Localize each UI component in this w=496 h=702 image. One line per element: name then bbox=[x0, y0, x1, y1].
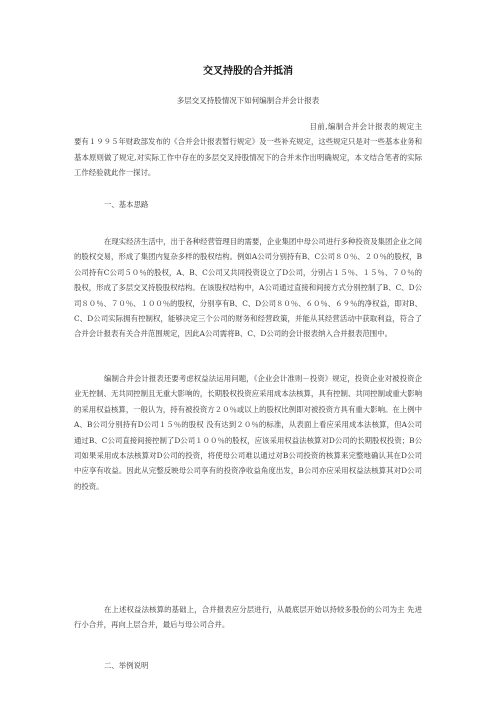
document-subtitle: 多层交叉持股情况下如何编制合并会计报表 bbox=[176, 96, 320, 105]
section-heading-example: 二、举例说明 bbox=[104, 661, 149, 670]
paragraph-equity-method: 编制合并会计报表还要考虑权益法运用问题，《企业会计准则－投资》规定，投资企业对被投资企业无控制、无共同控制且无重大影响的，长期股权投资应采用成本法核算，具有控制、共同控制或重大影响的采用权益核算，一般认为，持有被投资方２０％或以上的股权比例即对被投资方具有重大影响。在上例中A、B公司分别持有D公司１５％的股权 没有达到２０％的标准，从表面上看应采用成本法核算，但A公司通过B、C公司直接间接控制了D公司１００％的股权，应该采用权益法核算对D公司的长期股权投资；B公司如果采用成本法核算对D公司的投资，将使母公司难以通过对B公司投资的核算来完整地确认其在D公司中应享有收益。因此从完整反映母公司享有的投资净收益角度出发，B公司亦应采用权益法核算其对D公司的投资。 bbox=[74, 374, 422, 491]
document-title: 交叉持股的合并抵消 bbox=[203, 66, 293, 77]
paragraph-intro bbox=[74, 119, 422, 181]
paragraph-layered-consolidation: 在上述权益法核算的基础上，合并报表应分层进行，从最底层开始以持较多股份的公司为主 先进行小合并，再向上层合并，最后与母公司合并。 bbox=[74, 605, 422, 630]
intro-text: 目前,编制合并会计报表的规定主要有１９９５年财政部发布的《合并会计报表暂行规定》及一些补充规定，这些规定只是对一些基本业务和基本原则做了规定,对实际工作中存在的多层交叉持股情况下的合并未作出明确规定，本文结合笔者的实际工作经验就此作一探讨。 bbox=[74, 122, 422, 178]
section-heading-basic-approach: 一、基本思路 bbox=[104, 200, 149, 209]
paragraph-equity-structure: 在现实经济生活中，出于各种经营管理目的需要，企业集团中母公司进行多种投资及集团企业之间的股权交易，形成了集团内复杂多样的股权结构。例如A公司分别持有B、C公司８０％、２０％的股权，B公司持有C公司５０％的股权，A、B、C公司又共同投资设立了D公司，分别占１５％、１５％、７０％的股权，形成了多层交叉持股股权结构。在该股权结构中，A公司通过直接和间接方式分别控制了B、C、D公司８０％、７０％、１００％的股权，分别享有B、C、D公司８０％、６０％、６９％的净权益，即对B、C、D公司实际拥有控制权，能够决定三个公司的财务和经营政策，并能从其经营活动中获取利益，符合了合并会计报表有关合并范围规定，因此A公司需将B、C、D公司的会计报表纳入合并报表范围中。 bbox=[74, 237, 422, 339]
